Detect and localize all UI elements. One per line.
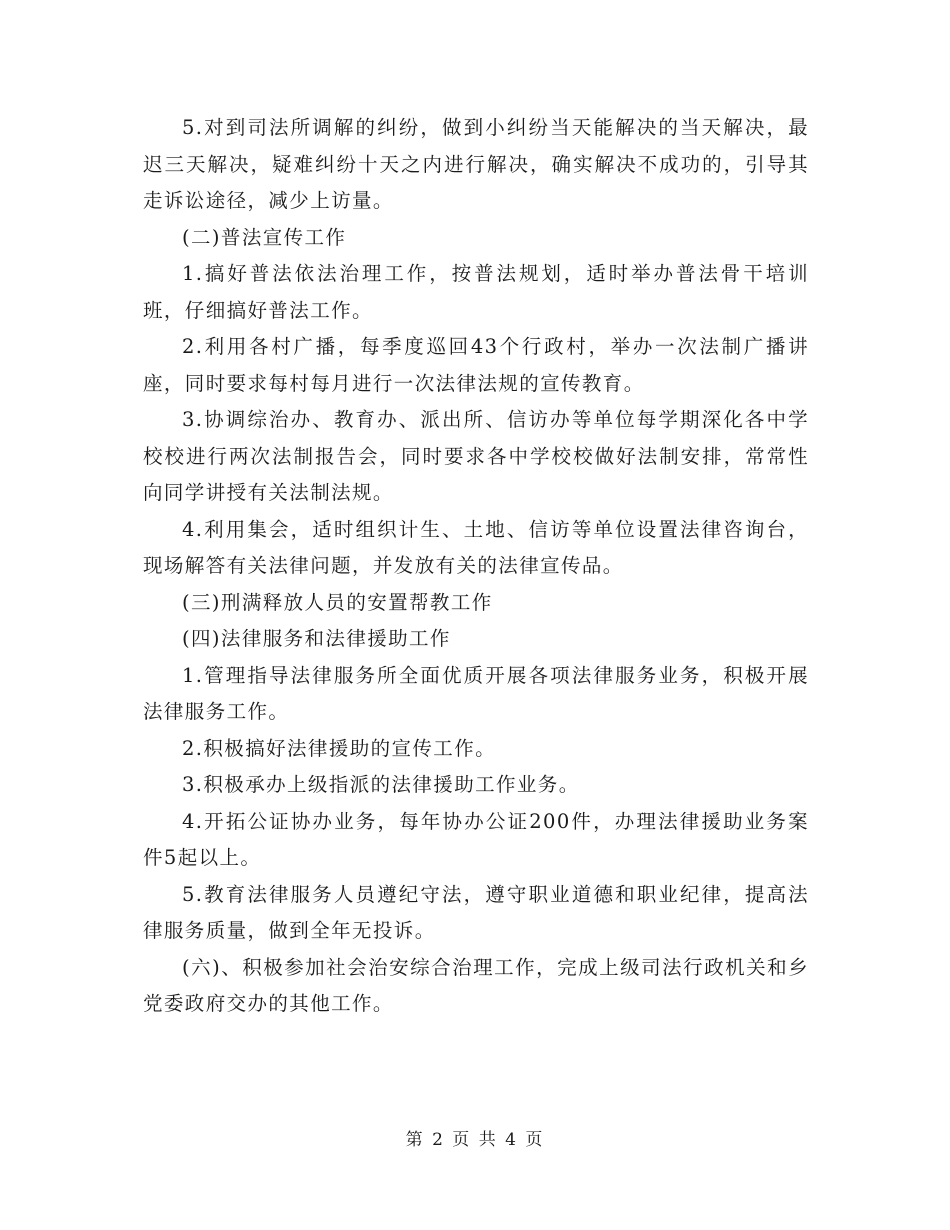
document-body bbox=[143, 110, 809, 1023]
paragraph-publicity-item-1: 1.搞好普法依法治理工作，按普法规划，适时举办普法骨干培训班，仔细搞好普法工作。 bbox=[143, 262, 809, 322]
paragraph-services-item-1: 1.管理指导法律服务所全面优质开展各项法律服务业务，积极开展法律服务工作。 bbox=[143, 663, 809, 723]
paragraph-publicity-item-3: 3.协调综治办、教育办、派出所、信访办等单位每学期深化各中学校校进行两次法制报告会，同时要求各中学校校做好法制安排，常常性向同学讲授有关法制法规。 bbox=[143, 408, 809, 504]
paragraph-services-item-3: 3.积极承办上级指派的法律援助工作业务。 bbox=[182, 773, 580, 796]
section-heading-public-security: (六)、积极参加社会治安综合治理工作，完成上级司法行政机关和乡党委政府交办的其他工作。 bbox=[143, 955, 809, 1015]
paragraph-services-item-4: 4.开拓公证协办业务，每年协办公证200件，办理法律援助业务案件5起以上。 bbox=[143, 809, 809, 869]
section-heading-legal-publicity: (二)普法宣传工作 bbox=[182, 225, 347, 249]
section-heading-legal-services: (四)法律服务和法律援助工作 bbox=[182, 627, 451, 650]
paragraph-services-item-5: 5.教育法律服务人员遵纪守法，遵守职业道德和职业纪律，提高法律服务质量，做到全年无投诉。 bbox=[143, 882, 809, 942]
paragraph-services-item-2: 2.积极搞好法律援助的宣传工作。 bbox=[182, 736, 497, 760]
paragraph-publicity-item-4: 4.利用集会，适时组织计生、土地、信访等单位设置法律咨询台，现场解答有关法律问题，并发放有关的法律宣传品。 bbox=[143, 517, 809, 577]
paragraph-mediation-item-5: 5.对到司法所调解的纠纷，做到小纠纷当天能解决的当天解决，最迟三天解决，疑难纠纷十天之内进行解决，确实解决不成功的，引导其走诉讼途径，减少上访量。 bbox=[143, 116, 809, 212]
paragraph-publicity-item-2: 2.利用各村广播，每季度巡回43个行政村，举办一次法制广播讲座，同时要求每村每月进行一次法律法规的宣传教育。 bbox=[143, 335, 809, 395]
page-number-footer: 第 2 页 共 4 页 bbox=[405, 1130, 545, 1150]
section-heading-resettlement: (三)刑满释放人员的安置帮教工作 bbox=[182, 590, 493, 614]
